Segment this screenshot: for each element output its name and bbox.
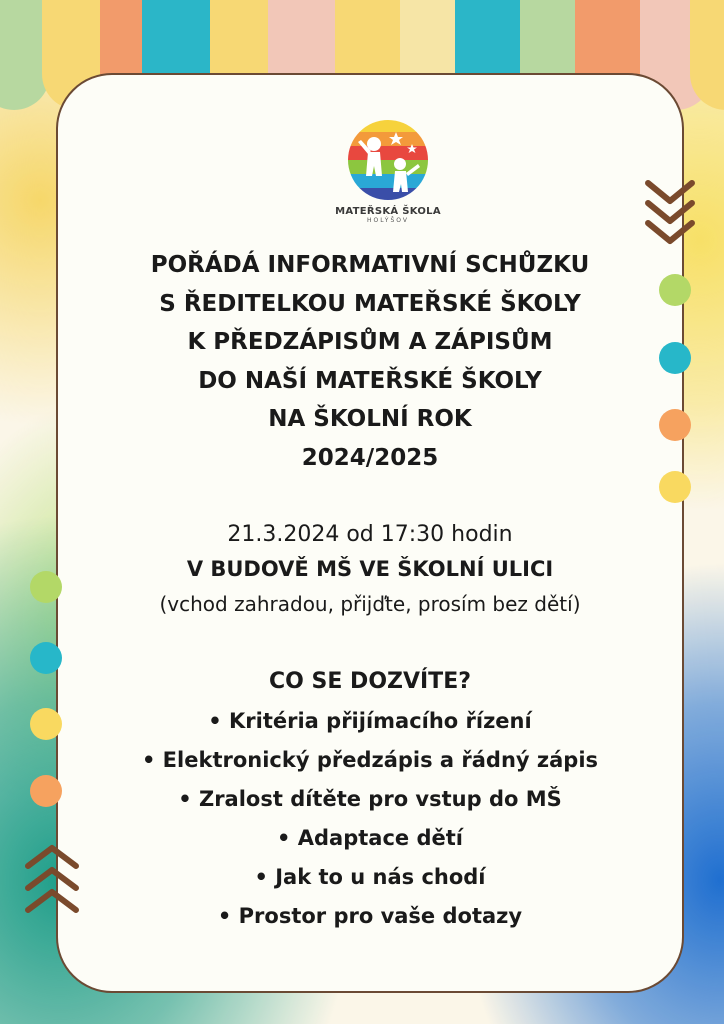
headline-line: DO NAŠÍ MATEŘSKÉ ŠKOLY bbox=[198, 367, 542, 394]
decor-dot bbox=[659, 471, 691, 503]
chevron-down-icon bbox=[640, 175, 700, 255]
headline bbox=[56, 246, 684, 477]
list-item: • Zralost dítěte pro vstup do MŠ bbox=[178, 787, 562, 811]
headline-line: S ŘEDITELKOU MATEŘSKÉ ŠKOLY bbox=[159, 290, 581, 317]
awning-scallop bbox=[690, 0, 724, 110]
decor-dot bbox=[30, 642, 62, 674]
decor-dot bbox=[30, 571, 62, 603]
decor-dot bbox=[659, 409, 691, 441]
headline-line: NA ŠKOLNÍ ROK bbox=[268, 406, 472, 432]
school-logo bbox=[330, 118, 446, 238]
list-item: • Elektronický předzápis a řádný zápis bbox=[141, 748, 599, 772]
headline-line: POŘÁDÁ INFORMATIVNÍ SCHŮZKU bbox=[150, 252, 590, 278]
decor-dot bbox=[659, 274, 691, 306]
event-info bbox=[56, 517, 684, 622]
decor-dot bbox=[30, 775, 62, 807]
list-item: • Adaptace dětí bbox=[277, 826, 463, 850]
flyer-content bbox=[56, 246, 684, 936]
headline-line: 2024/2025 bbox=[301, 444, 439, 471]
list-item: • Kritéria přijímacího řízení bbox=[208, 709, 532, 733]
event-note: (vchod zahradou, přijďte, prosím bez dětí) bbox=[159, 592, 581, 616]
decor-dot bbox=[30, 708, 62, 740]
topics-section bbox=[56, 662, 684, 936]
chevron-up-icon bbox=[20, 842, 84, 926]
logo-town: HOLÝŠOV bbox=[367, 217, 409, 224]
topics-list bbox=[56, 702, 684, 936]
logo-children-icon bbox=[346, 118, 430, 202]
logo-school-name: MATEŘSKÁ ŠKOLA bbox=[335, 206, 441, 217]
headline-line: K PŘEDZÁPISŮM A ZÁPISŮM bbox=[187, 329, 553, 355]
topics-heading: CO SE DOZVÍTE? bbox=[269, 669, 471, 694]
decor-dot bbox=[659, 342, 691, 374]
event-place: V BUDOVĚ MŠ VE ŠKOLNÍ ULICI bbox=[186, 557, 554, 581]
list-item: • Prostor pro vaše dotazy bbox=[217, 904, 523, 928]
list-item: • Jak to u nás chodí bbox=[254, 865, 486, 889]
event-datetime: 21.3.2024 od 17:30 hodin bbox=[227, 522, 513, 547]
